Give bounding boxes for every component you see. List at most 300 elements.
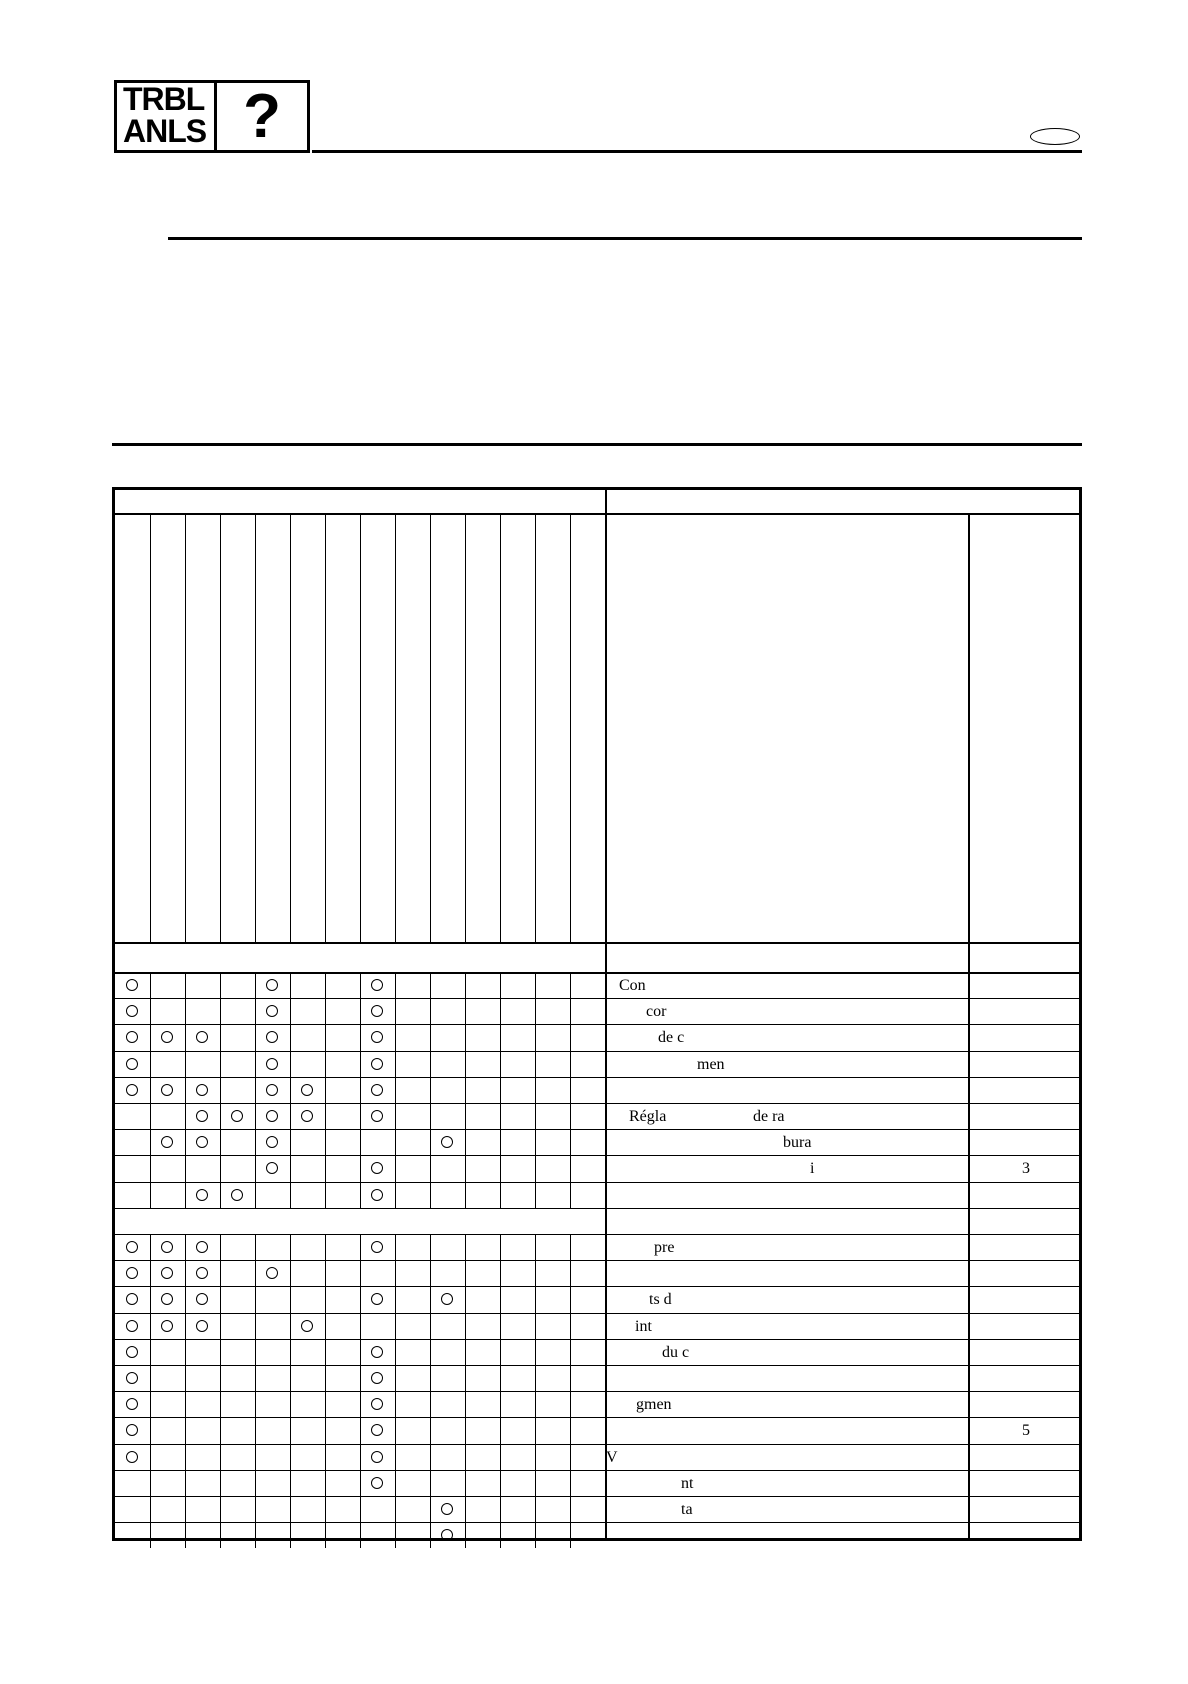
row-description: ts d — [649, 1291, 672, 1309]
check-circle-icon — [266, 979, 278, 991]
symptom-column-line — [360, 513, 361, 942]
check-circle-icon — [161, 1293, 173, 1305]
symptom-column-line — [465, 1077, 466, 1103]
symptom-column-line — [255, 1496, 256, 1522]
check-circle-icon — [126, 1320, 138, 1332]
symptom-column-line — [430, 1260, 431, 1286]
check-circle-icon — [301, 1110, 313, 1122]
symptom-column-line — [150, 972, 151, 998]
symptom-column-line — [430, 1313, 431, 1339]
symptom-column-line — [150, 1260, 151, 1286]
symptom-column-line — [500, 1286, 501, 1312]
symptom-column-line — [290, 1391, 291, 1417]
symptom-column-line — [535, 513, 536, 942]
symptom-column-line — [570, 1103, 571, 1129]
reference-column-divider — [968, 513, 970, 1538]
symptom-column-line — [465, 1024, 466, 1050]
symptom-column-line — [255, 1444, 256, 1470]
symptom-column-line — [150, 1339, 151, 1365]
symptom-column-line — [465, 1260, 466, 1286]
check-circle-icon — [371, 1084, 383, 1096]
symptom-column-line — [430, 1103, 431, 1129]
symptom-column-line — [465, 1286, 466, 1312]
symptom-column-line — [500, 1129, 501, 1155]
check-circle-icon — [196, 1241, 208, 1253]
check-circle-icon — [371, 1346, 383, 1358]
symptom-column-line — [500, 1051, 501, 1077]
symptom-column-line — [570, 1417, 571, 1443]
symptom-column-line — [150, 513, 151, 942]
symptom-column-line — [360, 1234, 361, 1260]
symptom-column-line — [290, 513, 291, 942]
symptom-column-line — [430, 1077, 431, 1103]
symptom-column-line — [150, 1234, 151, 1260]
symptom-column-line — [325, 1339, 326, 1365]
symptom-column-line — [150, 1155, 151, 1181]
symptom-column-line — [325, 1103, 326, 1129]
symptom-column-line — [255, 1103, 256, 1129]
symptom-column-line — [220, 1077, 221, 1103]
symptom-column-line — [255, 1286, 256, 1312]
symptom-column-line — [255, 1391, 256, 1417]
table-row-line — [115, 1182, 1079, 1183]
row-description: Con — [619, 977, 646, 994]
symptom-column-line — [290, 1286, 291, 1312]
check-circle-icon — [371, 979, 383, 991]
symptom-column-line — [535, 1182, 536, 1208]
check-circle-icon — [371, 1162, 383, 1174]
table-row-line — [115, 1391, 1079, 1392]
row-description: bura — [783, 1134, 812, 1152]
symptom-column-line — [220, 1024, 221, 1050]
symptom-column-line — [535, 1522, 536, 1548]
symptom-column-line — [535, 1077, 536, 1103]
symptom-column-line — [395, 1051, 396, 1077]
row-description: de c — [658, 1029, 685, 1047]
symptom-column-line — [290, 1051, 291, 1077]
symptom-column-line — [395, 1339, 396, 1365]
table-row-line — [115, 1155, 1079, 1156]
symptom-column-line — [150, 1522, 151, 1548]
check-circle-icon — [126, 1084, 138, 1096]
symptom-column-line — [290, 998, 291, 1024]
check-circle-icon — [161, 1031, 173, 1043]
check-circle-icon — [126, 1058, 138, 1070]
symptom-column-line — [430, 1365, 431, 1391]
symptom-column-line — [500, 1470, 501, 1496]
language-badge — [1030, 128, 1080, 145]
table-row-line — [115, 1077, 1079, 1078]
symptom-column-line — [185, 1496, 186, 1522]
symptom-column-line — [465, 1470, 466, 1496]
symptom-column-line — [150, 1182, 151, 1208]
symptom-column-line — [290, 1234, 291, 1260]
check-circle-icon — [266, 1084, 278, 1096]
table-row-line — [115, 1313, 1079, 1314]
symptom-column-line — [255, 1234, 256, 1260]
section-divider-rule — [112, 443, 1082, 446]
symptom-column-line — [185, 998, 186, 1024]
symptom-column-line — [395, 1365, 396, 1391]
check-circle-icon — [371, 1372, 383, 1384]
symptom-column-line — [430, 998, 431, 1024]
symptom-column-line — [465, 1182, 466, 1208]
symptom-column-line — [395, 1260, 396, 1286]
row-description: du c — [662, 1343, 690, 1361]
symptom-column-line — [290, 1077, 291, 1103]
row-description: V — [606, 1448, 618, 1466]
symptom-column-line — [395, 1129, 396, 1155]
symptom-column-line — [360, 1024, 361, 1050]
symptom-column-line — [395, 1522, 396, 1548]
symptom-column-line — [570, 972, 571, 998]
main-column-divider — [605, 490, 607, 1538]
question-mark-icon: ? — [243, 82, 281, 151]
table-row-line — [115, 1208, 1079, 1209]
check-circle-icon — [371, 1293, 383, 1305]
symptom-column-line — [185, 1024, 186, 1050]
symptom-column-line — [570, 1129, 571, 1155]
symptom-column-line — [185, 1339, 186, 1365]
symptom-column-line — [395, 1286, 396, 1312]
check-circle-icon — [196, 1267, 208, 1279]
symptom-column-line — [255, 1313, 256, 1339]
symptom-column-line — [185, 1522, 186, 1548]
check-circle-icon — [196, 1189, 208, 1201]
symptom-column-line — [185, 1260, 186, 1286]
symptom-column-line — [325, 1313, 326, 1339]
symptom-column-line — [535, 1496, 536, 1522]
symptom-column-line — [290, 1444, 291, 1470]
symptom-column-line — [500, 1444, 501, 1470]
symptom-column-line — [570, 1077, 571, 1103]
symptom-column-line — [535, 1129, 536, 1155]
symptom-column-line — [220, 1155, 221, 1181]
symptom-column-line — [535, 972, 536, 998]
symptom-column-line — [500, 1313, 501, 1339]
symptom-column-line — [325, 1470, 326, 1496]
symptom-column-line — [430, 1024, 431, 1050]
symptom-column-line — [535, 1286, 536, 1312]
symptom-column-line — [325, 1024, 326, 1050]
symptom-column-line — [395, 1417, 396, 1443]
check-circle-icon — [196, 1293, 208, 1305]
symptom-column-line — [465, 1339, 466, 1365]
symptom-column-line — [360, 972, 361, 998]
symptom-column-line — [185, 1182, 186, 1208]
symptom-column-line — [465, 513, 466, 942]
logo-line-1: TRBL — [123, 81, 205, 117]
symptom-column-line — [500, 1339, 501, 1365]
symptom-column-line — [535, 1024, 536, 1050]
check-circle-icon — [126, 1346, 138, 1358]
check-circle-icon — [266, 1267, 278, 1279]
symptom-column-line — [570, 1522, 571, 1548]
row-description: nt — [681, 1474, 694, 1492]
symptom-column-line — [430, 1391, 431, 1417]
symptom-column-line — [360, 1260, 361, 1286]
check-circle-icon — [161, 1267, 173, 1279]
symptom-column-line — [395, 998, 396, 1024]
symptom-column-line — [465, 1365, 466, 1391]
symptom-column-line — [465, 1496, 466, 1522]
table-row-line — [115, 998, 1079, 999]
trbl-anls-logo — [114, 80, 310, 153]
symptom-column-line — [535, 1391, 536, 1417]
symptom-column-line — [570, 1234, 571, 1260]
symptom-column-line — [570, 1051, 571, 1077]
symptom-column-line — [255, 1365, 256, 1391]
check-circle-icon — [441, 1136, 453, 1148]
symptom-column-line — [500, 1365, 501, 1391]
symptom-column-line — [360, 1522, 361, 1548]
symptom-column-line — [360, 1286, 361, 1312]
symptom-column-line — [465, 1051, 466, 1077]
symptom-column-line — [150, 1051, 151, 1077]
symptom-column-line — [290, 1365, 291, 1391]
symptom-column-line — [185, 1234, 186, 1260]
symptom-column-line — [360, 1339, 361, 1365]
symptom-column-line — [150, 1129, 151, 1155]
symptom-column-line — [430, 1522, 431, 1548]
check-circle-icon — [196, 1084, 208, 1096]
check-circle-icon — [266, 1136, 278, 1148]
table-row-line — [115, 1339, 1079, 1340]
check-circle-icon — [161, 1241, 173, 1253]
symptom-column-line — [500, 1182, 501, 1208]
check-circle-icon — [126, 1241, 138, 1253]
check-circle-icon — [371, 1241, 383, 1253]
symptom-column-line — [185, 1313, 186, 1339]
symptom-column-line — [535, 1313, 536, 1339]
symptom-column-line — [500, 1077, 501, 1103]
symptom-column-line — [255, 1522, 256, 1548]
check-circle-icon — [266, 1110, 278, 1122]
symptom-column-line — [360, 1313, 361, 1339]
check-circle-icon — [126, 1398, 138, 1410]
symptom-column-line — [570, 1024, 571, 1050]
symptom-column-line — [185, 972, 186, 998]
row-description: Régla — [629, 1108, 667, 1125]
table-row-line — [115, 1129, 1079, 1130]
table-row-line — [115, 1365, 1079, 1366]
symptom-column-line — [150, 1103, 151, 1129]
symptom-column-line — [325, 1051, 326, 1077]
table-row-line — [115, 1051, 1079, 1052]
symptom-column-line — [430, 1417, 431, 1443]
symptom-column-line — [500, 1024, 501, 1050]
symptom-column-line — [150, 1365, 151, 1391]
symptom-column-line — [290, 1155, 291, 1181]
symptom-column-line — [360, 1077, 361, 1103]
symptom-column-line — [535, 1339, 536, 1365]
symptom-column-line — [220, 1417, 221, 1443]
symptom-column-line — [290, 1313, 291, 1339]
subheader-bottom-line — [115, 972, 1079, 974]
symptom-column-line — [395, 1077, 396, 1103]
symptom-column-line — [535, 1155, 536, 1181]
symptom-column-line — [535, 1417, 536, 1443]
check-circle-icon — [126, 979, 138, 991]
symptom-column-line — [360, 998, 361, 1024]
symptom-column-line — [185, 1365, 186, 1391]
symptom-column-line — [290, 1024, 291, 1050]
symptom-column-line — [220, 998, 221, 1024]
symptom-column-line — [185, 1129, 186, 1155]
check-circle-icon — [231, 1110, 243, 1122]
symptom-column-line — [255, 1470, 256, 1496]
row-description: men — [697, 1055, 725, 1073]
check-circle-icon — [441, 1529, 453, 1541]
check-circle-icon — [266, 1031, 278, 1043]
symptom-column-line — [360, 1365, 361, 1391]
symptom-column-line — [150, 1470, 151, 1496]
symptom-column-line — [395, 1155, 396, 1181]
symptom-column-line — [395, 1182, 396, 1208]
row-description: int — [635, 1317, 652, 1335]
symptom-column-line — [255, 1339, 256, 1365]
symptom-column-line — [220, 1129, 221, 1155]
symptom-column-line — [325, 1444, 326, 1470]
symptom-column-line — [255, 1417, 256, 1443]
section-title-rule — [168, 237, 1082, 240]
symptom-column-line — [430, 1155, 431, 1181]
symptom-column-line — [395, 1496, 396, 1522]
row-reference: 5 — [1022, 1422, 1030, 1440]
symptom-column-line — [465, 1522, 466, 1548]
symptom-column-line — [290, 1260, 291, 1286]
row-description: pre — [654, 1239, 675, 1256]
symptom-column-line — [325, 513, 326, 942]
check-circle-icon — [196, 1320, 208, 1332]
symptom-column-line — [325, 1522, 326, 1548]
symptom-column-line — [500, 1103, 501, 1129]
symptom-column-line — [570, 1260, 571, 1286]
symptom-column-line — [395, 1024, 396, 1050]
symptom-column-line — [535, 1234, 536, 1260]
check-circle-icon — [371, 1110, 383, 1122]
symptom-column-line — [220, 1051, 221, 1077]
check-circle-icon — [371, 1477, 383, 1489]
symptom-column-line — [395, 513, 396, 942]
symptom-column-line — [325, 1260, 326, 1286]
check-circle-icon — [371, 1451, 383, 1463]
symptom-column-line — [570, 1365, 571, 1391]
symptom-column-line — [395, 1444, 396, 1470]
check-circle-icon — [161, 1320, 173, 1332]
symptom-column-line — [220, 972, 221, 998]
symptom-column-line — [325, 1365, 326, 1391]
symptom-column-line — [360, 1391, 361, 1417]
check-circle-icon — [126, 1267, 138, 1279]
symptom-column-line — [395, 972, 396, 998]
symptom-column-line — [465, 1129, 466, 1155]
symptom-column-line — [220, 1260, 221, 1286]
symptom-column-line — [430, 1234, 431, 1260]
check-circle-icon — [161, 1084, 173, 1096]
symptom-column-line — [255, 998, 256, 1024]
symptom-column-line — [430, 972, 431, 998]
symptom-column-line — [325, 998, 326, 1024]
table-row-line — [115, 1234, 1079, 1235]
symptom-column-line — [570, 998, 571, 1024]
check-circle-icon — [371, 1189, 383, 1201]
symptom-column-line — [150, 1313, 151, 1339]
symptom-column-line — [430, 1182, 431, 1208]
symptom-column-line — [465, 1103, 466, 1129]
symptom-column-line — [185, 1286, 186, 1312]
symptom-column-line — [255, 1051, 256, 1077]
symptom-column-line — [325, 1182, 326, 1208]
check-circle-icon — [371, 1005, 383, 1017]
symptom-column-line — [430, 513, 431, 942]
symptom-column-line — [325, 1286, 326, 1312]
symptom-column-line — [430, 1470, 431, 1496]
symptom-column-line — [220, 1182, 221, 1208]
symptom-column-line — [150, 1417, 151, 1443]
symptom-column-line — [535, 1444, 536, 1470]
symptom-column-line — [395, 1470, 396, 1496]
symptom-column-line — [535, 1051, 536, 1077]
symptom-column-line — [570, 1155, 571, 1181]
symptom-column-line — [465, 1155, 466, 1181]
check-circle-icon — [196, 1031, 208, 1043]
symptom-column-line — [220, 1286, 221, 1312]
row-reference: 3 — [1022, 1160, 1030, 1178]
symptom-column-line — [360, 1051, 361, 1077]
symptom-column-line — [430, 1496, 431, 1522]
symptom-column-line — [570, 1339, 571, 1365]
symptom-column-line — [500, 513, 501, 942]
header-rule — [312, 150, 1082, 153]
symptom-column-line — [150, 1024, 151, 1050]
symptom-column-line — [430, 1339, 431, 1365]
check-circle-icon — [126, 1005, 138, 1017]
symptom-column-line — [220, 1444, 221, 1470]
symptom-column-line — [360, 1496, 361, 1522]
symptom-column-line — [150, 1077, 151, 1103]
table-row-line — [115, 1024, 1079, 1025]
symptom-column-line — [395, 1103, 396, 1129]
check-circle-icon — [371, 1424, 383, 1436]
symptom-column-line — [465, 1391, 466, 1417]
symptom-column-line — [500, 1260, 501, 1286]
table-row-line — [115, 1496, 1079, 1497]
symptom-column-line — [255, 1182, 256, 1208]
row-description-cont: de ra — [753, 1108, 785, 1125]
table-row-line — [115, 1417, 1079, 1418]
symptom-column-line — [255, 1024, 256, 1050]
symptom-column-line — [395, 1313, 396, 1339]
symptom-column-line — [535, 1260, 536, 1286]
symptom-column-line — [570, 1391, 571, 1417]
symptom-column-line — [325, 1129, 326, 1155]
table-row-line — [115, 1522, 1079, 1523]
symptom-column-line — [220, 1496, 221, 1522]
symptom-column-line — [220, 1103, 221, 1129]
check-circle-icon — [441, 1293, 453, 1305]
symptom-column-line — [500, 1391, 501, 1417]
symptom-column-line — [465, 972, 466, 998]
symptom-column-line — [430, 1444, 431, 1470]
symptom-column-line — [185, 1051, 186, 1077]
check-circle-icon — [371, 1031, 383, 1043]
check-circle-icon — [126, 1031, 138, 1043]
table-row-line — [115, 1286, 1079, 1287]
symptom-column-line — [290, 1496, 291, 1522]
check-circle-icon — [371, 1398, 383, 1410]
symptom-column-line — [535, 998, 536, 1024]
